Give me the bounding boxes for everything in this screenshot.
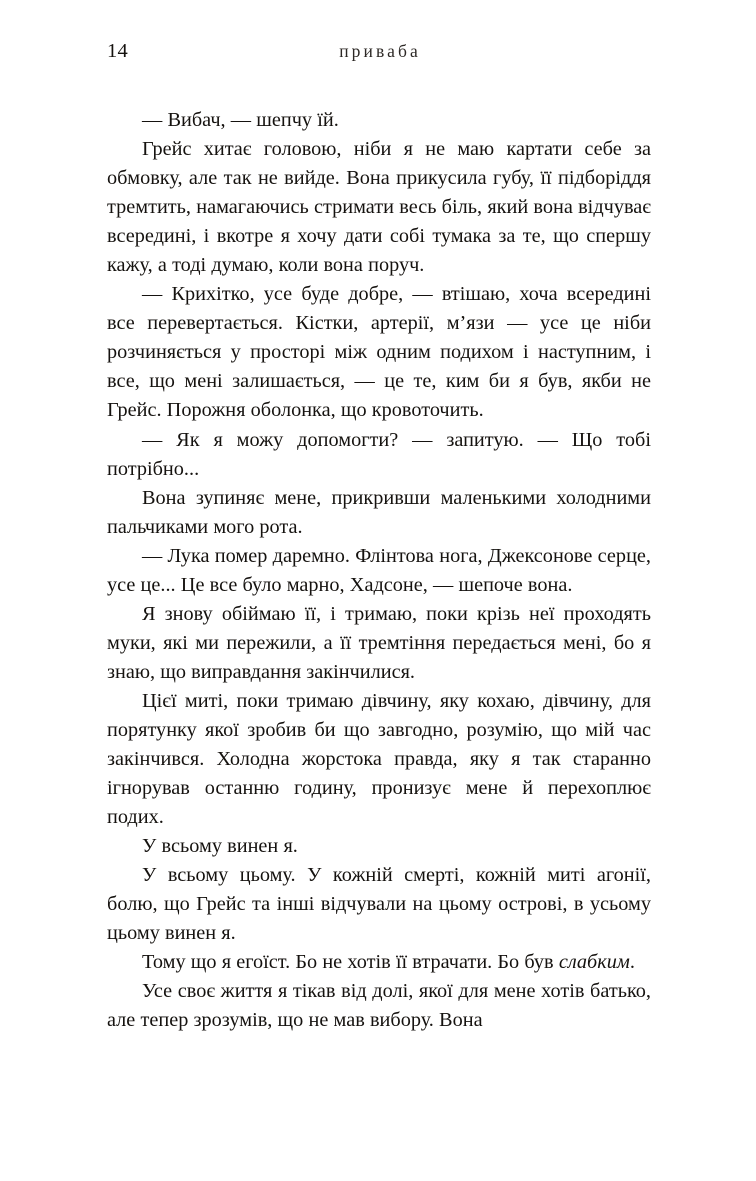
paragraph-text-tail: . [629,951,635,974]
paragraph: — Крихітко, усе буде добре, — втішаю, хоча всередині все перевертається. Кістки, артерії, м’язи — усе це ніби розчиняється у просторі між одним подихом і наступним, і все, що мені залишається, — це те, ким би я був, якби не Грейс. Порожня оболонка, що кровоточить. [107,283,651,422]
paragraph: — Як я можу допомогти? — запитую. — Що тобі потрібно... [107,428,651,480]
paragraph: У всьому цьому. У кожній смерті, кожній миті агонії, болю, що Грейс та інші відчували на цьому острові, в усьому цьому винен я. [107,864,651,945]
page-number: 14 [107,40,128,62]
paragraph: Грейс хитає головою, ніби я не маю картати себе за обмовку, але так не вийде. Вона прикусила губу, її підборіддя тремтить, намагаючись стримати весь біль, який вона відчуває всередині, і вкотре я хочу дати собі тумака за те, що спершу кажу, а тоді думаю, коли вона поруч. [107,138,651,277]
paragraph-text-lead: Тому що я егоїст. Бо не хотів її втрачати. Бо був [142,951,559,974]
paragraph: У всьому винен я. [142,835,298,858]
running-head [107,36,650,66]
emphasized-word: слабким [558,951,630,974]
paragraph: Я знову обіймаю її, і тримаю, поки крізь неї проходять муки, які ми пережили, а її тремтіння передається мені, бо я знаю, що виправдання закінчилися. [107,602,651,683]
body-text-block [107,106,651,1036]
paragraph: Вона зупиняє мене, прикривши маленькими холодними пальчиками мого рота. [107,486,651,538]
running-title: приваба [339,41,421,61]
paragraph: Цієї миті, поки тримаю дівчину, яку кохаю, дівчину, для порятунку якої зробив би що завгодно, розумію, що мій час закінчився. Холодна жорстока правда, яку я так старанно ігнорував останню годину, пронизує мене й перехоплює подих. [107,689,651,829]
paragraph: Усе своє життя я тікав від долі, якої для мене хотів батько, але тепер зрозумів, що не мав вибору. Вона [107,980,651,1032]
paragraph: — Вибач, — шепчу їй. [142,109,339,131]
paragraph-with-emphasis [107,948,651,977]
paragraph: — Лука помер даремно. Флінтова нога, Джексонове серце, усе це... Це все було марно, Хадсоне, — шепоче вона. [107,544,651,596]
